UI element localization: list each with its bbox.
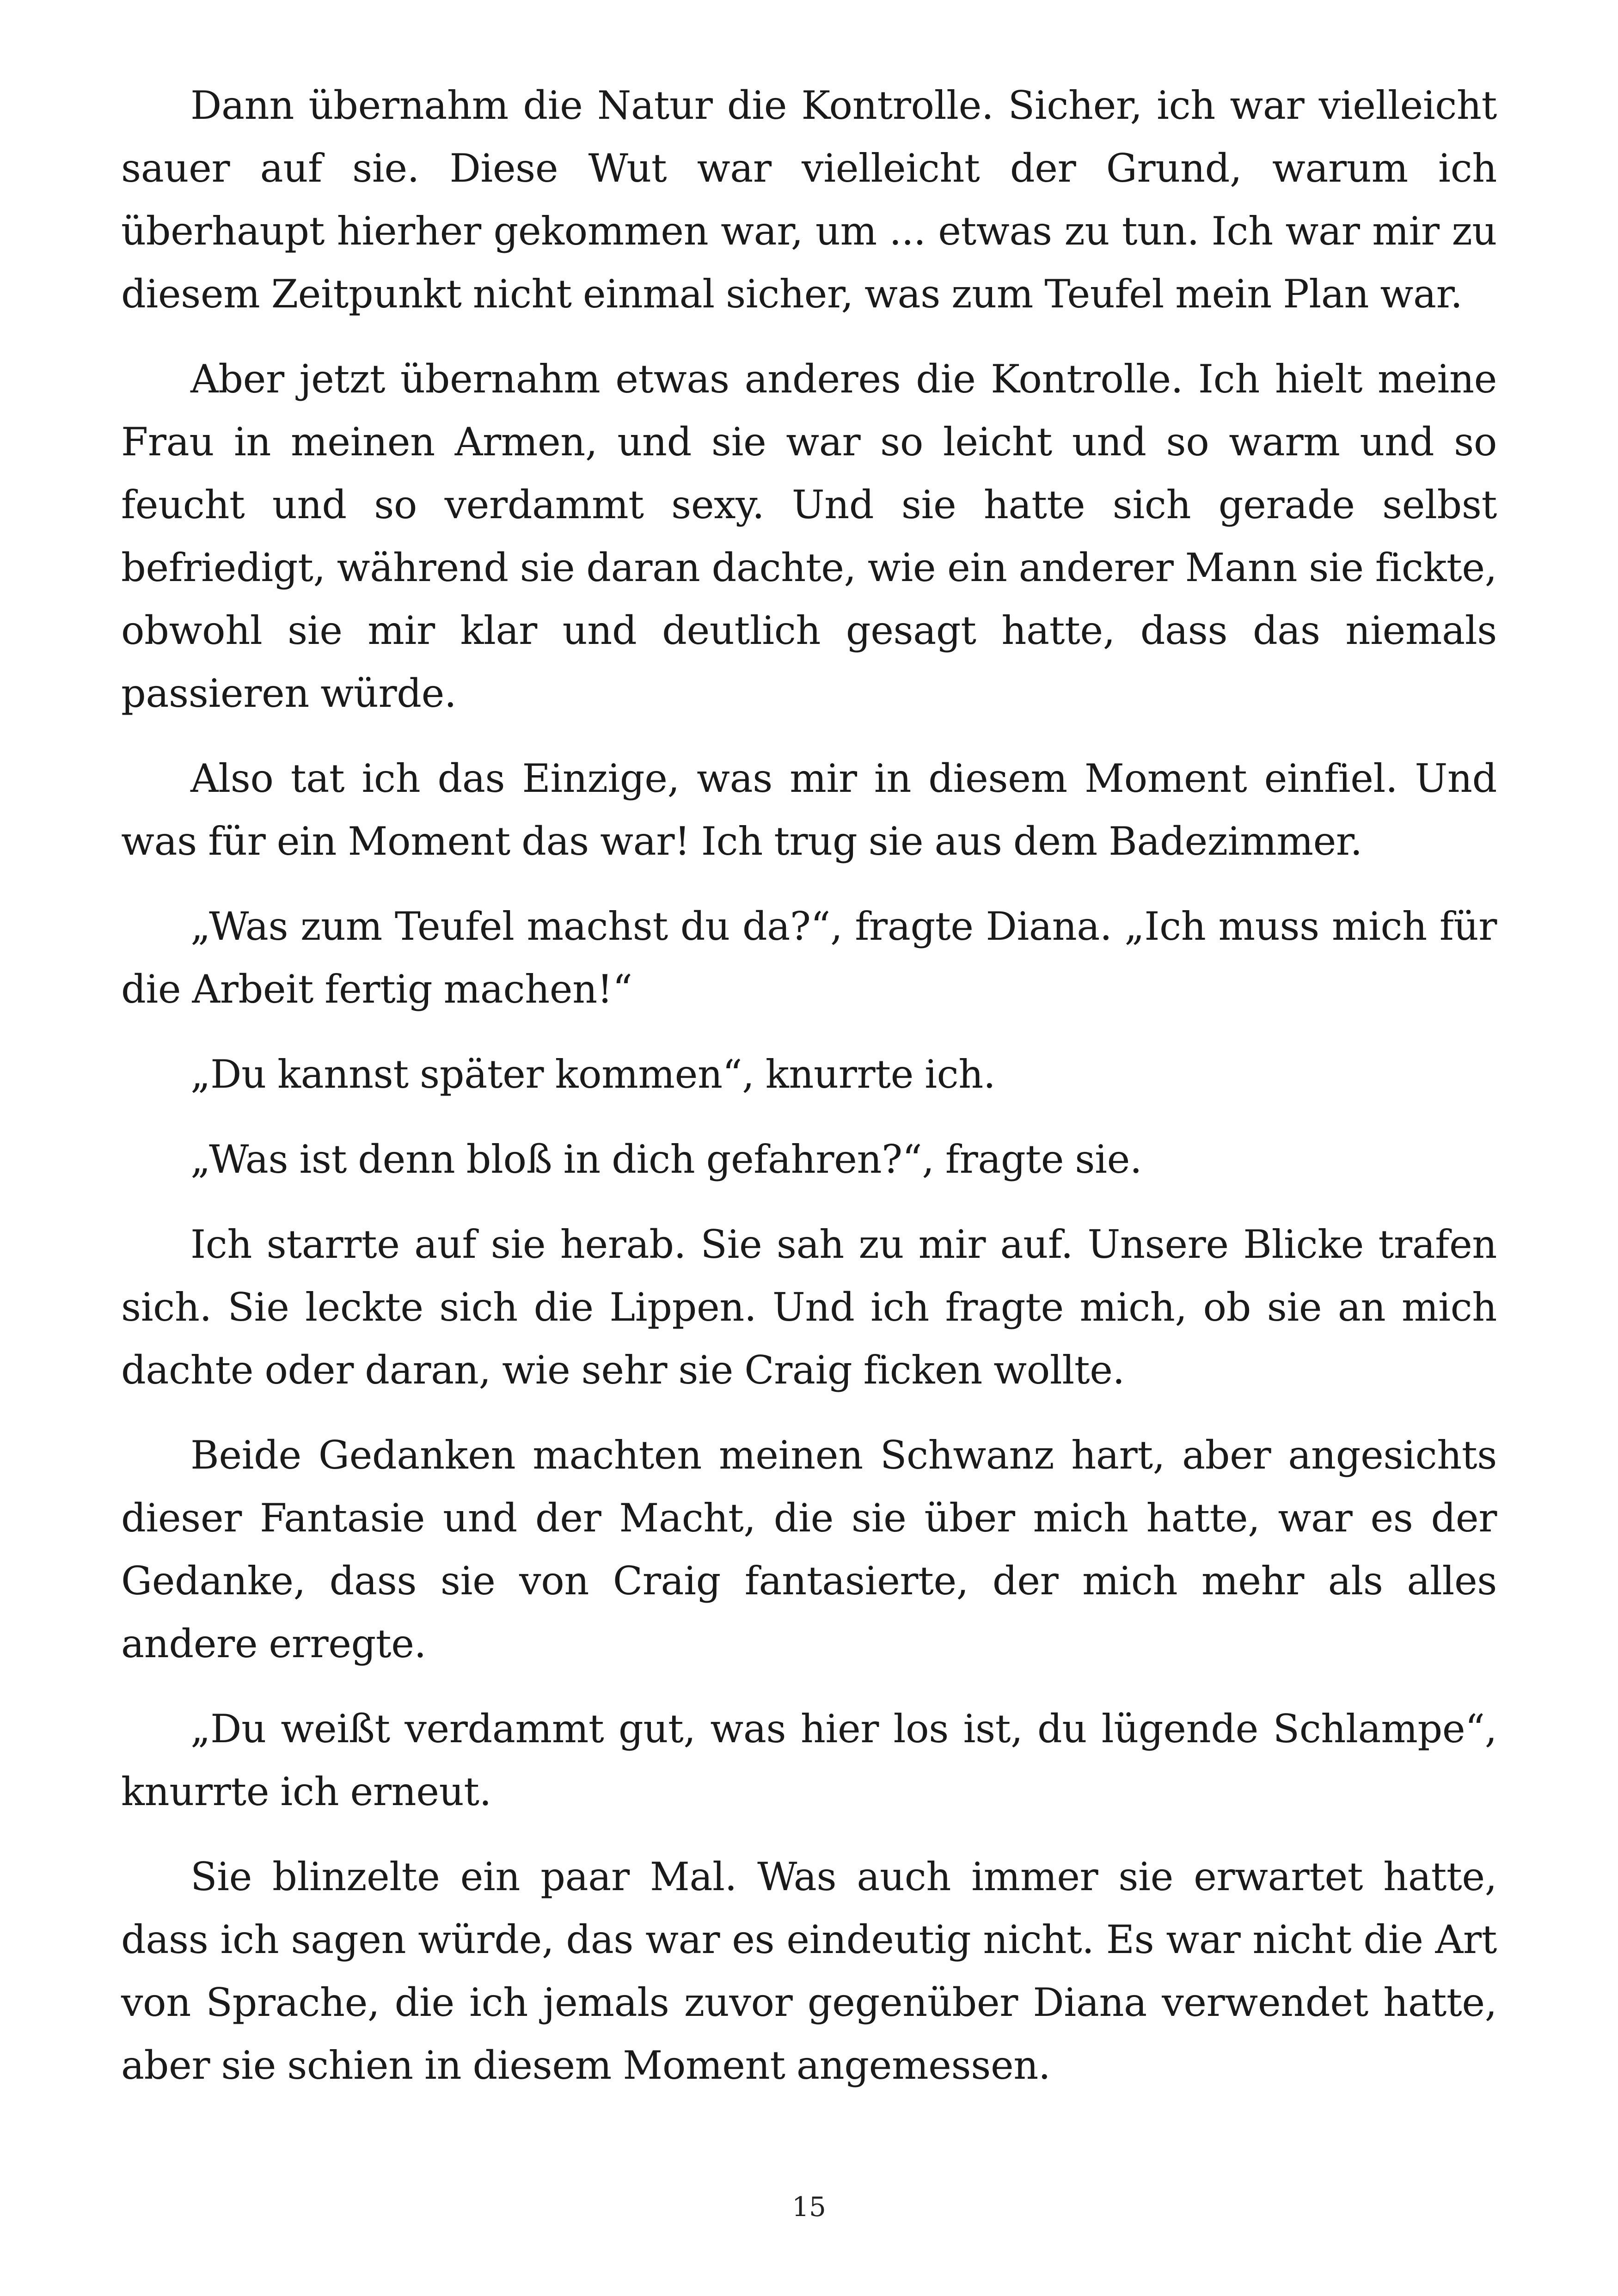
paragraph-9: „Du weißt verdammt gut, was hier los ist, du lügende Schlampe“, knurrte ich erneut. <box>121 1706 1497 1814</box>
paragraph-1: Dann übernahm die Natur die Kontrolle. Sicher, ich war vielleicht sauer auf sie. Diese Wut war vielleicht der Grund, warum ich überhaupt hierher gekommen war, um ... etwas zu tun. Ich war mir zu diesem Zeitpunkt nicht einmal sicher, was zum Teufel mein Plan war. <box>121 83 1497 317</box>
paragraph-8: Beide Gedanken machten meinen Schwanz hart, aber angesichts dieser Fantasie und der Macht, die sie über mich hatte, war es der Gedanke, dass sie von Craig fantasierte, der mich mehr als alles andere erregte. <box>121 1433 1497 1666</box>
paragraph-6: „Was ist denn bloß in dich gefahren?“, fragte sie. <box>190 1137 1142 1182</box>
page-number: 15 <box>792 2191 826 2223</box>
paragraph-4: „Was zum Teufel machst du da?“, fragte Diana. „Ich muss mich für die Arbeit fertig machen!“ <box>121 904 1497 1012</box>
paragraph-7: Ich starrte auf sie herab. Sie sah zu mir auf. Unsere Blicke trafen sich. Sie leckte sich die Lippen. Und ich fragte mich, ob sie an mich dachte oder daran, wie sehr sie Craig ficken wollte. <box>121 1222 1497 1393</box>
paragraph-10: Sie blinzelte ein paar Mal. Was auch immer sie erwartet hatte, dass ich sagen würde, das war es eindeutig nicht. Es war nicht die Art von Sprache, die ich jemals zuvor gegenüber Diana verwendet hatte, aber sie schien in diesem Moment angemessen. <box>121 1854 1497 2088</box>
paragraph-2: Aber jetzt übernahm etwas anderes die Kontrolle. Ich hielt meine Frau in meinen Armen, und sie war so leicht und so warm und so feucht und so verdammt sexy. Und sie hatte sich gerade selbst befriedigt, während sie daran dachte, wie ein anderer Mann sie fickte, obwohl sie mir klar und deutlich gesagt hatte, dass das niemals passieren würde. <box>121 356 1497 716</box>
paragraph-5: „Du kannst später kommen“, knurrte ich. <box>190 1052 996 1097</box>
paragraph-3: Also tat ich das Einzige, was mir in diesem Moment einfiel. Und was für ein Moment das war! Ich trug sie aus dem Badezimmer. <box>121 756 1497 864</box>
page-body <box>121 74 1497 2154</box>
